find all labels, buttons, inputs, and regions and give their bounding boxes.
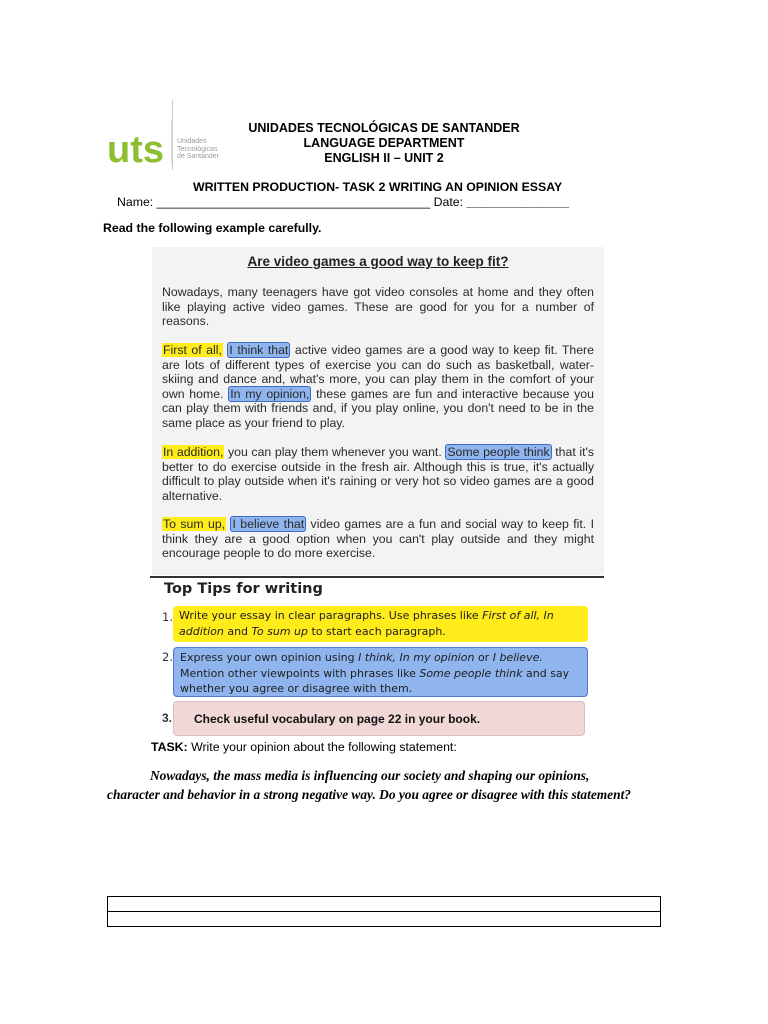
answer-table-row-divider [107,911,661,912]
tips-divider [150,576,604,578]
uts-wordmark: uts [107,129,164,171]
course-name: ENGLISH II – UNIT 2 [324,151,444,165]
read-instruction: Read the following example carefully. [103,221,322,235]
tip-3 [173,701,585,736]
tip-2: Express your own opinion using I think, In my opinion or I believe. Mention other viewpoints with phrases like Some people think and say whether you agree or disagree with them. [173,647,588,697]
tip-3-number: 3. [162,711,173,725]
task-statement: Nowadays, the mass media is influencing our society and shaping our opinions, character and behavior in a strong negative way. Do you agree or disagree with this statement? [107,768,631,802]
highlight-to-sum-up: To sum up, [163,517,226,531]
example-paragraph-3: In addition, you can play them whenever you want. Some people think that it's better to do exercise outside in the fresh air. Although this is true, it's actually difficult to play outside when it's raining or very hot so video games are a good alternative. [162,445,594,503]
name-label: Name: [117,195,154,209]
highlight-some-people-think: Some people think [447,445,550,459]
date-label: Date: [433,195,464,209]
logo-divider [172,100,173,170]
highlight-in-my-opinion: In my opinion, [230,386,310,401]
highlight-i-believe-that: I believe that [232,517,305,531]
task-instruction: Write your opinion about the following statement: [187,740,457,754]
uts-subtitle: Unidades Tecnológicas de Santander [177,138,220,160]
example-paragraph-1: Nowadays, many teenagers have got video consoles at home and they often like playing active video games. These are good for you for a number of reasons. [162,285,594,329]
highlight-in-addition: In addition, [163,445,224,459]
tip-1: Write your essay in clear paragraphs. Use phrases like First of all, In addition and To sum up to start each paragraph. [173,606,588,642]
highlight-first-of-all: First of all, [163,343,222,357]
highlight-i-think-that: I think that [229,343,289,357]
example-title: Are video games a good way to keep fit? [247,254,509,269]
tip-1-number: 1. [162,610,173,624]
department-name: LANGUAGE DEPARTMENT [303,136,465,150]
task-heading: WRITTEN PRODUCTION- TASK 2 WRITING AN OPINION ESSAY [193,180,563,194]
institution-name: UNIDADES TECNOLÓGICAS DE SANTANDER [248,121,520,135]
tips-title: Top Tips for writing [164,581,323,597]
task-line [151,740,457,754]
tip-3-text: Check useful vocabulary on page 22 in your book. [194,712,481,726]
date-field[interactable]: _______________ [466,195,570,209]
example-paragraph-2: First of all, I think that active video games are a good way to keep fit. There are lots of different types of exercise you can do such as basketball, water-skiing and dance and, what's more, you can play them in the comfort of your own home. In my opinion, these games are fun and interactive because you can play them with friends and, if you play online, you don't need to be in the same place as your friend to play. [162,343,594,430]
task-label: TASK: [151,740,188,754]
example-paragraph-4: To sum up, I believe that video games are a fun and social way to keep fit. I think they are a good option when you can't play outside and they might encourage people to do more exercise. [162,517,594,561]
name-date-line [117,195,569,209]
name-field[interactable]: ________________________________________ [156,195,431,209]
tip-2-number: 2. [162,650,173,664]
